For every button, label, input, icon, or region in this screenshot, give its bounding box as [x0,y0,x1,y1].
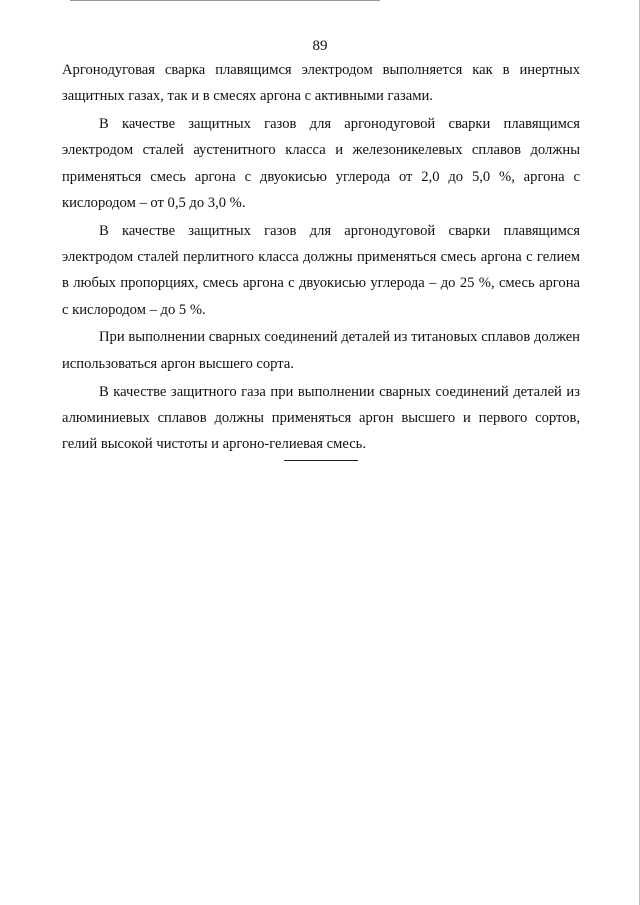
document-body [62,57,580,459]
end-of-text-rule [284,460,358,461]
paragraph-austenitic-steels: В качестве защитных газов для аргонодуговой сварки плавящимся электродом сталей аустенитного класса и железоникелевых сплавов должны применяться смесь аргона с двуокисью углерода от 2,0 до 5,0 %, аргона с кислородом – от 0,5 до 3,0 %. [62,116,580,211]
top-edge-rule [70,0,380,1]
page-number: 89 [312,38,328,54]
paragraph-argon-arc-welding: Аргонодуговая сварка плавящимся электродом выполняется как в инертных защитных газах, так и в смесях аргона с активными газами. [62,62,580,105]
paragraph-aluminium-alloys: В качестве защитного газа при выполнении сварных соединений деталей из алюминиевых сплавов должны применяться аргон высшего и первого сортов, гелий высокой чистоты и аргоно-гелиевая смесь. [62,383,580,453]
paragraph-titanium-alloys: При выполнении сварных соединений деталей из титановых сплавов должен использоваться аргон высшего сорта. [62,329,580,372]
paragraph-pearlitic-steels: В качестве защитных газов для аргонодуговой сварки плавящимся электродом сталей перлитного класса должны применяться смесь аргона с гелием в любых пропорциях, смесь аргона с двуокисью углерода – до 25 %, смесь аргона с кислородом – до 5 %. [62,222,580,318]
